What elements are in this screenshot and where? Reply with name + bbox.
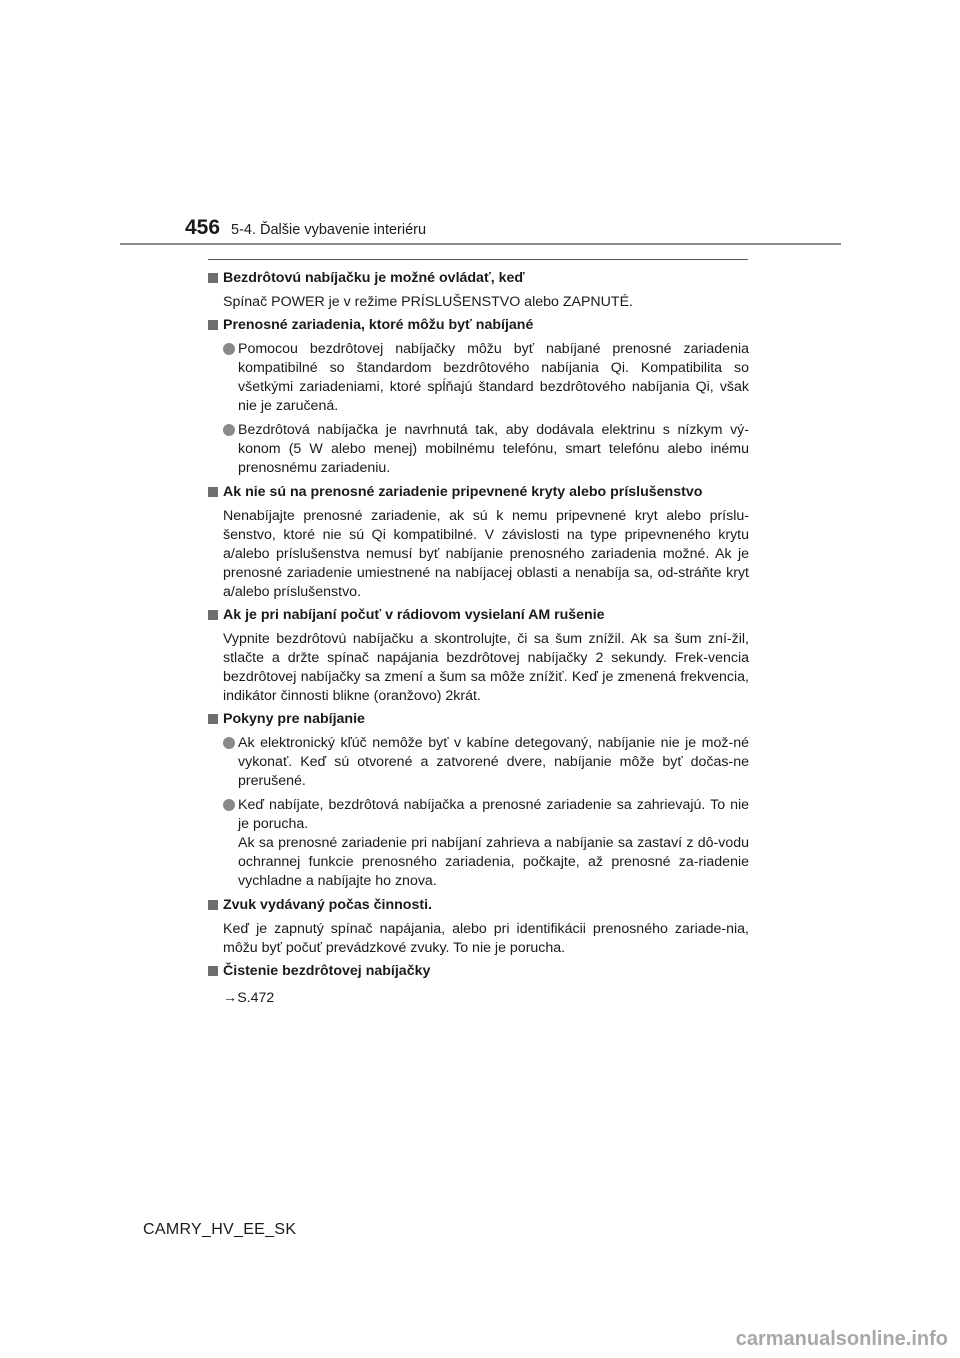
section <box>208 269 749 312</box>
section <box>208 483 749 602</box>
circle-bullet-icon <box>223 424 235 436</box>
circle-bullet-icon <box>223 737 235 749</box>
section-paragraph: Spínač POWER je v režime PRÍSLUŠENSTVO alebo ZAPNUTÉ. <box>223 294 633 310</box>
section-heading: Bezdrôtovú nabíjačku je možné ovládať, keď <box>208 269 749 288</box>
bullet-item: Bezdrôtová nabíjačka je navrhnutá tak, aby dodávala elektrinu s nízkym vý-konom (5 W alebo menej) mobilnému telefónu, smart telefónu alebo inému prenosnému zariadeniu. <box>208 421 749 478</box>
circle-bullet-icon <box>223 343 235 355</box>
header-rule <box>120 243 841 245</box>
square-bullet-icon <box>208 320 218 330</box>
watermark: carmanualsonline.info <box>735 1328 948 1350</box>
page-reference-link[interactable]: →S.472 <box>223 990 275 1006</box>
section <box>208 896 749 958</box>
square-bullet-icon <box>208 900 218 910</box>
section-paragraph: Keď je zapnutý spínač napájania, alebo pri identifikácii prenosného zariade-nia, môžu byť počuť prevádzkové zvuky. To nie je porucha. <box>223 921 749 956</box>
bullet-item: Keď nabíjate, bezdrôtová nabíjačka a prenosné zariadenie sa zahrievajú. To nie je porucha. Ak sa prenosné zariadenie pri nabíjaní zahrieva a nabíjanie sa zastaví z dô-vodu ochrannej funkcie prenosného zariadenia, počkajte, až prenosné za-riadenie vychladne a nabíjajte ho znova. <box>208 796 749 891</box>
page-number: 456 <box>185 216 221 239</box>
section-heading: Prenosné zariadenia, ktoré môžu byť nabíjané <box>208 316 749 335</box>
square-bullet-icon <box>208 714 218 724</box>
content-rule <box>208 259 748 260</box>
section-heading: Ak je pri nabíjaní počuť v rádiovom vysielaní AM rušenie <box>208 606 749 625</box>
section <box>208 962 749 1008</box>
section-paragraph: Vypnite bezdrôtovú nabíjačku a skontrolujte, či sa šum znížil. Ak sa šum zní-žil, stlačte a držte spínač napájania bezdrôtovej nabíjačky 2 sekundy. Frek-vencia bezdrôtovej nabíjačky sa zmení a šum sa môže znížiť. Keď je zmenená frekvencia, indikátor činnosti blikne (oranžovo) 2krát. <box>223 631 749 704</box>
bullet-item: Ak elektronický kľúč nemôže byť v kabíne detegovaný, nabíjanie nie je mož-né vykonať. Keď sú otvorené a zatvorené dvere, nabíjanie môže byť dočas-ne prerušené. <box>208 734 749 791</box>
section-heading: Pokyny pre nabíjanie <box>208 710 749 729</box>
square-bullet-icon <box>208 487 218 497</box>
square-bullet-icon <box>208 273 218 283</box>
chapter-title: 5-4. Ďalšie vybavenie interiéru <box>231 222 427 238</box>
section-heading: Čistenie bezdrôtovej nabíjačky <box>208 962 749 981</box>
section-heading: Ak nie sú na prenosné zariadenie pripevnené kryty alebo príslušenstvo <box>208 483 749 502</box>
section <box>208 606 749 706</box>
circle-bullet-icon <box>223 799 235 811</box>
square-bullet-icon <box>208 966 218 976</box>
content-body <box>208 265 749 1008</box>
document-code: CAMRY_HV_EE_SK <box>143 1221 297 1238</box>
bullet-item: Pomocou bezdrôtovej nabíjačky môžu byť nabíjané prenosné zariadenia kompatibilné so štandardom bezdrôtového nabíjania Qi. Kompatibilita so všetkými zariadeniami, ktoré spĺňajú štandard bezdrôtového nabíjania Qi, však nie je zaručená. <box>208 340 749 416</box>
square-bullet-icon <box>208 610 218 620</box>
section <box>208 316 749 478</box>
section-heading: Zvuk vydávaný počas činnosti. <box>208 896 749 915</box>
section-paragraph: Nenabíjajte prenosné zariadenie, ak sú k nemu pripevnené kryt alebo príslu-šenstvo, ktoré nie sú Qi kompatibilné. V závislosti na type pripevneného krytu a/alebo príslušenstva nemusí byť nabíjanie prenosného zariadenia možné. Ak je prenosné zariadenie umiestnené na nabíjacej oblasti a nenabíja sa, od-stráňte kryt a/alebo príslušenstvo. <box>223 508 749 600</box>
section <box>208 710 749 891</box>
